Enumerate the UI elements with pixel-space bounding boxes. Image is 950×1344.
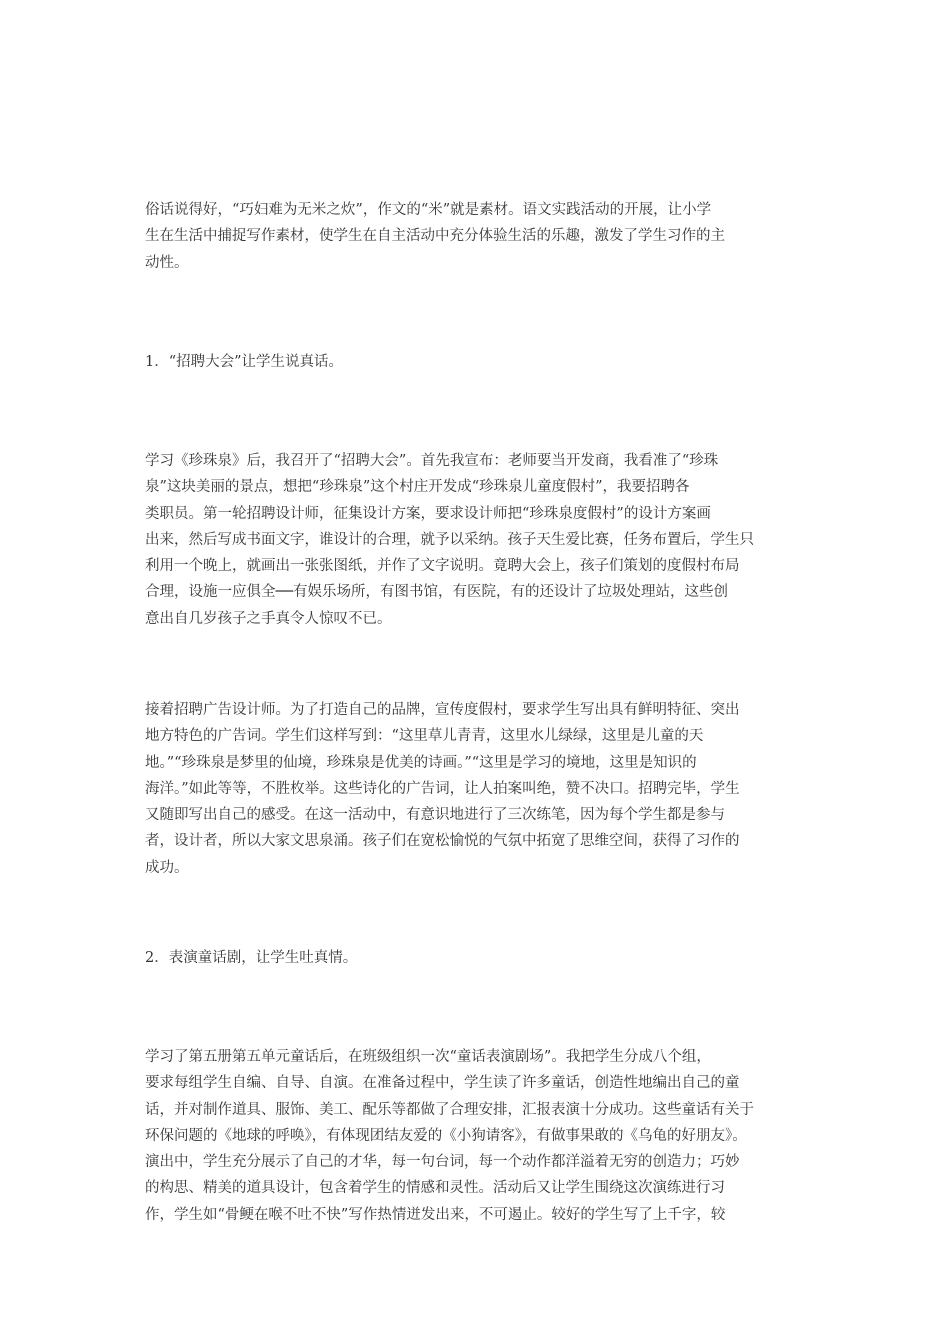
text-line: 出来，然后写成书面文字，谁设计的合理，就予以采纳。孩子天生爱比赛，任务布置后，学生只 (145, 531, 754, 548)
text-line: 动性。 (145, 254, 189, 271)
text-line: 话，并对制作道具、服饰、美工、配乐等都做了合理安排，汇报表演十分成功。这些童话有关于 (145, 1101, 754, 1118)
text-line: 海洋。”如此等等，不胜枚举。这些诗化的广告词，让人拍案叫绝，赞不决口。招聘完毕，学生 (145, 780, 740, 797)
text-line: 地。”“珍珠泉是梦里的仙境，珍珠泉是优美的诗画。”“这里是学习的境地，这里是知识的 (145, 754, 697, 771)
text-line: 作，学生如“骨鲠在喉不吐不快”写作热情迸发出来，不可遏止。较好的学生写了上千字，较 (145, 1206, 726, 1223)
section-heading-1: 1．“招聘大会”让学生说真话。 (145, 354, 344, 370)
text-line: 的构思、精美的道具设计，包含着学生的情感和灵性。活动后又让学生围绕这次演练进行习 (145, 1180, 725, 1197)
text-line: 演出中，学生充分展示了自己的才华，每一句台词，每一个动作都洋溢着无穷的创造力；巧妙 (145, 1154, 740, 1171)
section-heading-2: 2．表演童话剧，让学生吐真情。 (145, 950, 358, 966)
text-line: 者，设计者，所以大家文思泉涌。孩子们在宽松愉悦的气氛中拓宽了思维空间，获得了习作的 (145, 833, 740, 850)
text-line: 地方特色的广告词。学生们这样写到：“这里草儿青青，这里水儿绿绿，这里是儿童的天 (145, 728, 704, 745)
text-line: 生在生活中捕捉写作素材，使学生在自主活动中充分体验生活的乐趣，激发了学生习作的主 (145, 228, 725, 245)
text-line: 成功。 (145, 859, 189, 876)
text-line: 要求每组学生自编、自导、自演。在准备过程中，学生读了许多童话，创造性地编出自己的童 (145, 1075, 740, 1092)
text-line: 接着招聘广告设计师。为了打造自己的品牌，宣传度假村，要求学生写出具有鲜明特征、突出 (145, 702, 740, 718)
text-line: 环保问题的《地球的呼唤》，有体现团结友爱的《小狗请客》，有做事果敢的《乌龟的好朋友》。 (145, 1127, 747, 1144)
text-line: 又随即写出自己的感受。在这一活动中，有意识地进行了三次练笔，因为每个学生都是参与 (145, 807, 725, 824)
text-line: 泉”这块美丽的景点，想把“珍珠泉”这个村庄开发成“珍珠泉儿童度假村”，我要招聘各 (145, 479, 690, 496)
paragraph-recruitment (145, 448, 813, 632)
paragraph-ad-designer (145, 697, 813, 881)
intro-paragraph (145, 197, 813, 276)
text-line: 学习《珍珠泉》后，我召开了“招聘大会”。首先我宣布：老师要当开发商，我看准了“珍珠 (145, 453, 719, 469)
text-line: 俗话说得好，“巧妇难为无米之炊”，作文的“米”就是素材。语文实践活动的开展，让小学 (145, 202, 712, 218)
paragraph-fairy-tale (145, 1044, 813, 1228)
text-line: 学习了第五册第五单元童话后，在班级组织一次“童话表演剧场”。我把学生分成八个组， (145, 1049, 711, 1065)
text-line: 意出自几岁孩子之手真令人惊叹不已。 (145, 610, 392, 627)
text-line: 类职员。第一轮招聘设计师，征集设计方案，要求设计师把“珍珠泉度假村”的设计方案画 (145, 505, 711, 522)
text-line: 合理，设施一应俱全──有娱乐场所，有图书馆，有医院，有的还设计了垃圾处理站，这些创 (145, 584, 728, 601)
text-line: 利用一个晚上，就画出一张张图纸，并作了文字说明。竟聘大会上，孩子们策划的度假村布局 (145, 558, 740, 575)
